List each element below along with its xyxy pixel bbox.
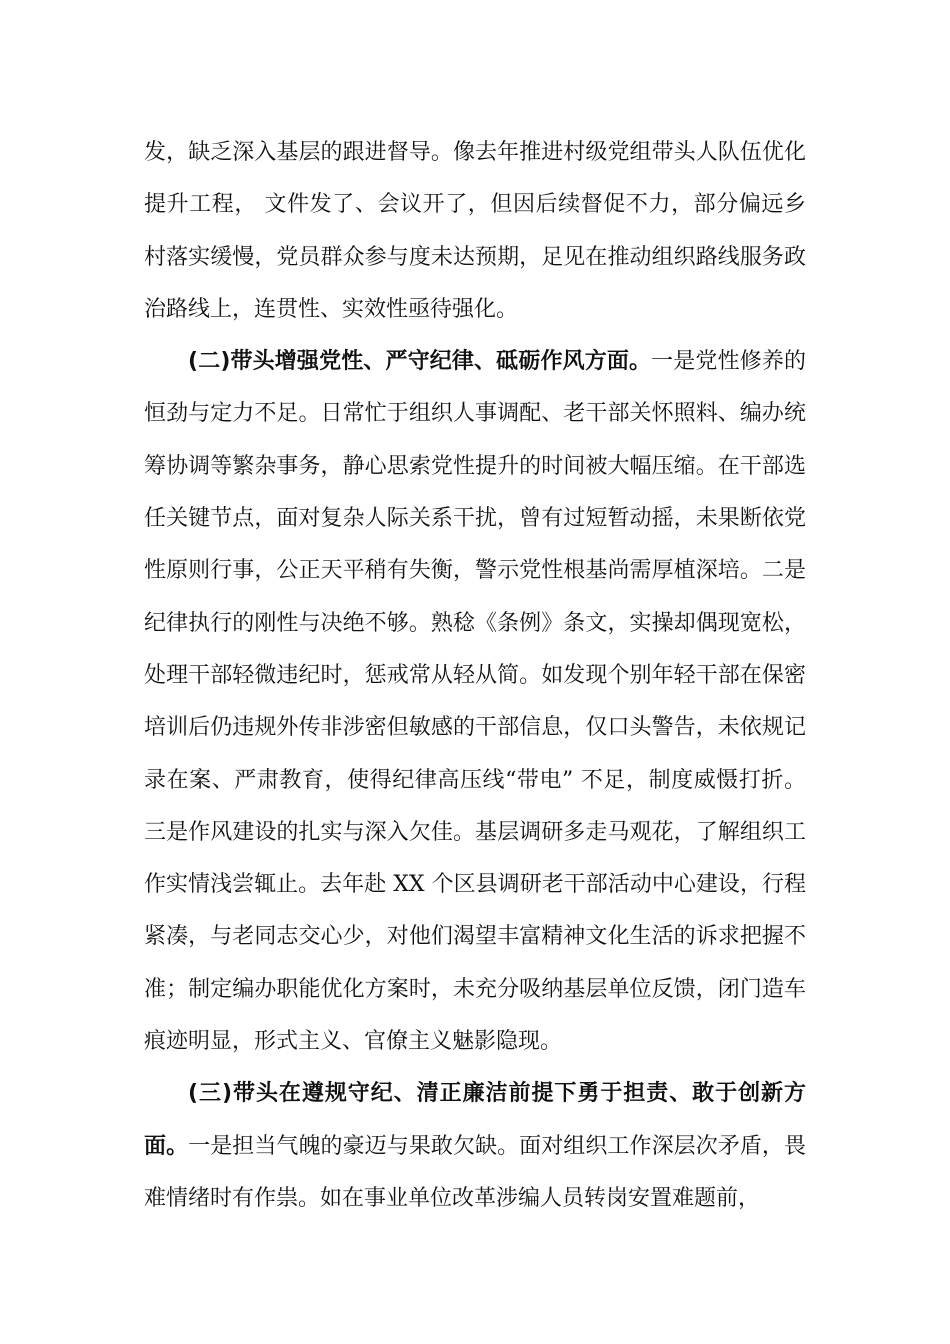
document-body (144, 127, 806, 1225)
paragraph-1-text: 发，缺乏深入基层的跟进督导。像去年推进村级党组带头人队伍优化提升工程， 文件发了、会议开了，但因后续督促不力，部分偏远乡村落实缓慢，党员群众参与度未达预期，足见在推动组织路线服务政治路线上，连贯性、实效性亟待强化。 (144, 140, 806, 322)
paragraph-section-three (144, 1068, 806, 1225)
section-two-heading: (二)带头增强党性、严守纪律、砥砺作风方面。 (188, 349, 652, 375)
paragraph-section-two (144, 336, 806, 1068)
section-three-text: 一是担当气魄的豪迈与果敢欠缺。面对组织工作深层次矛盾，畏难情绪时有作祟。如在事业单位改革涉编人员转岗安置难题前， (144, 1133, 806, 1211)
section-three-heading: (三)带头在遵规守纪、清正廉洁前提下勇于担责、敢于创新方面。 (144, 1081, 806, 1159)
paragraph-continuation (144, 127, 806, 336)
section-two-text: 一是党性修养的恒劲与定力不足。日常忙于组织人事调配、老干部关怀照料、编办统筹协调等繁杂事务，静心思索党性提升的时间被大幅压缩。在干部选任关键节点，面对复杂人际关系干扰，曾有过短暂动摇，未果断依党性原则行事，公正天平稍有失衡，警示党性根基尚需厚植深培。二是纪律执行的刚性与决绝不够。熟稔《条例》条文，实操却偶现宽松，处理干部轻微违纪时，惩戒常从轻从简。如发现个别年轻干部在保密培训后仍违规外传非涉密但敏感的干部信息，仅口头警告，未依规记录在案、严肃教育，使得纪律高压线“带电” 不足，制度威慑打折。三是作风建设的扎实与深入欠佳。基层调研多走马观花，了解组织工作实情浅尝辄止。去年赴 XX 个区县调研老干部活动中心建设，行程紧凑，与老同志交心少，对他们渴望丰富精神文化生活的诉求把握不准；制定编办职能优化方案时，未充分吸纳基层单位反馈，闭门造车痕迹明显，形式主义、官僚主义魅影隐现。 (144, 349, 806, 1055)
